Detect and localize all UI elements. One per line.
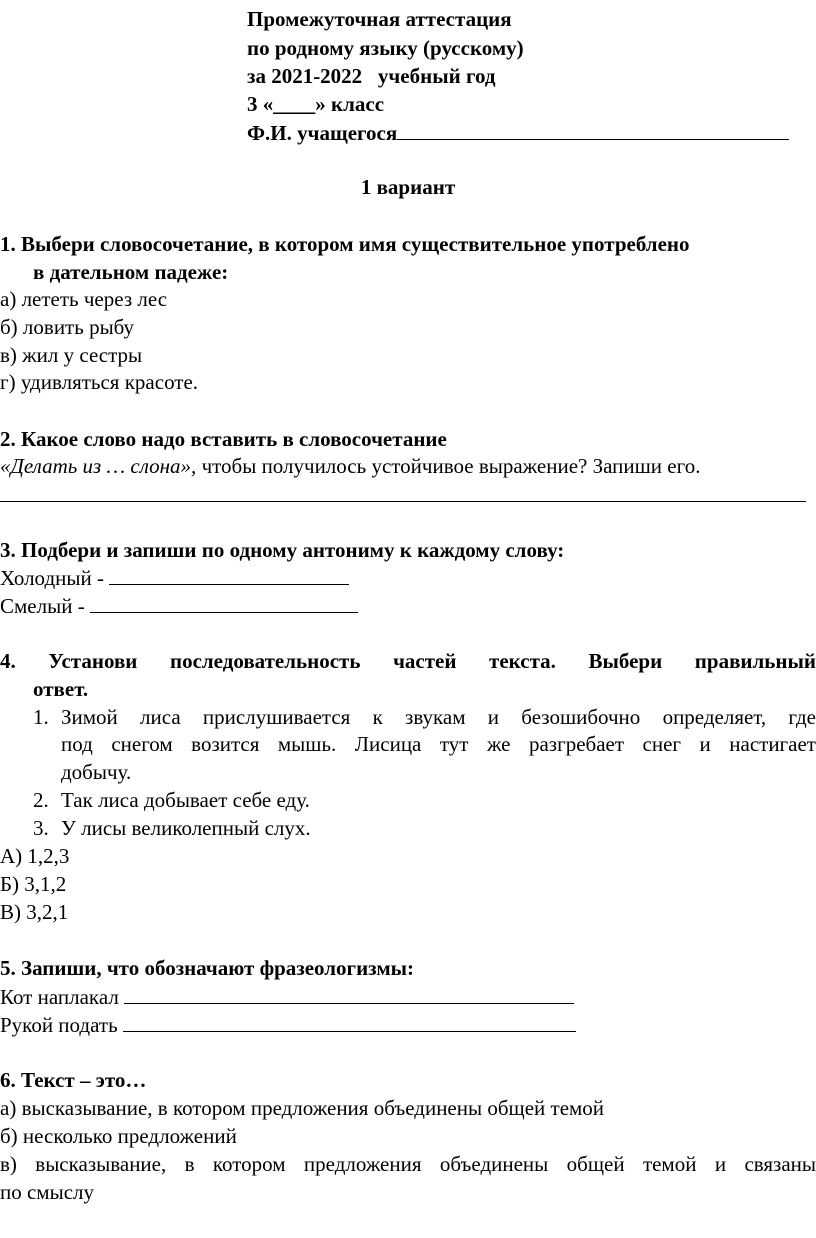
q2-phrase: «Делать из … слона», [0,454,197,478]
q1-option-c: в) жил у сестры [0,343,143,367]
q5-item-2-label: Рукой подать [0,1013,123,1037]
student-name-label: Ф.И. учащегося [247,121,398,145]
class-suffix: » класс [315,92,385,116]
class-prefix: 3 « [247,92,274,116]
q6-text: 6. Текст – это… [0,1068,147,1092]
q4-part2: Так лиса добывает себе еду. [61,788,310,812]
q1-option-a: а) лететь через лес [0,287,168,311]
q3-item-cold-label: Холодный - [0,566,110,590]
q4-part3-number: 3. [33,816,49,840]
q2-text: 2. Какое слово надо вставить в словосочетание [0,427,447,451]
q3-item-brave [0,592,358,620]
q5-item-2-field[interactable] [123,1011,576,1032]
student-name-line [247,119,789,147]
q6-option-a: а) высказывание, в котором предложения объединены общей темой [0,1096,605,1120]
q1-option-b: б) ловить рыбу [0,315,135,339]
q2-phrase-line [0,453,700,480]
student-name-field[interactable] [397,119,789,140]
q4-answer-c: В) 3,2,1 [0,900,69,924]
header-line-3: за 2021-2022 учебный год [247,64,496,88]
q6-option-c-line1: в) высказывание, в котором предложения объединены общей темой и связаны [0,1152,816,1176]
q5-text: 5. Запиши, что обозначают фразеологизмы: [0,956,415,980]
q5-item-2 [0,1011,576,1039]
q5-item-1-label: Кот наплакал [0,985,125,1009]
header-line-1: Промежуточная аттестация [247,7,512,31]
q4-answer-b: Б) 3,1,2 [0,872,67,896]
q3-text: 3. Подбери и запиши по одному антониму к каждому слову: [0,538,565,562]
q2-rest: чтобы получилось устойчивое выражение? Запиши его. [196,454,701,478]
q1-text-line1: 1. Выбери словосочетание, в котором имя существительное употреблено [0,232,690,256]
q3-item-cold [0,564,349,592]
q4-part1-line3: добычу. [61,760,132,784]
variant-title: 1 вариант [360,175,456,199]
q5-item-1 [0,983,574,1011]
q4-text-line1: 4. Установи последовательность частей текста. Выбери правильный [0,649,816,673]
q4-part2-number: 2. [33,788,49,812]
class-line [247,91,384,118]
q6-option-b: б) несколько предложений [0,1124,237,1148]
q4-part3: У лисы великолепный слух. [61,816,311,840]
class-blank: ____ [273,92,316,116]
q4-text-line2: ответ. [33,677,89,701]
q3-item-cold-field[interactable] [109,564,349,585]
q4-part1-number: 1. [33,705,49,729]
q1-option-d: г) удивляться красоте. [0,370,199,394]
q4-answer-a: А) 1,2,3 [0,844,70,868]
q4-part1-line1: Зимой лиса прислушивается к звукам и безошибочно определяет, где [61,705,816,729]
q6-option-c-line2: по смыслу [0,1180,95,1204]
q4-part1-line2: под снегом возится мышь. Лисица тут же разгребает снег и настигает [61,732,816,756]
q3-item-brave-label: Смелый - [0,594,90,618]
q3-item-brave-field[interactable] [90,592,358,613]
q5-item-1-field[interactable] [124,983,574,1004]
header-line-2: по родному языку (русскому) [247,36,524,60]
q1-text-line2: в дательном падеже: [33,260,229,284]
q2-answer-line[interactable] [0,501,806,502]
